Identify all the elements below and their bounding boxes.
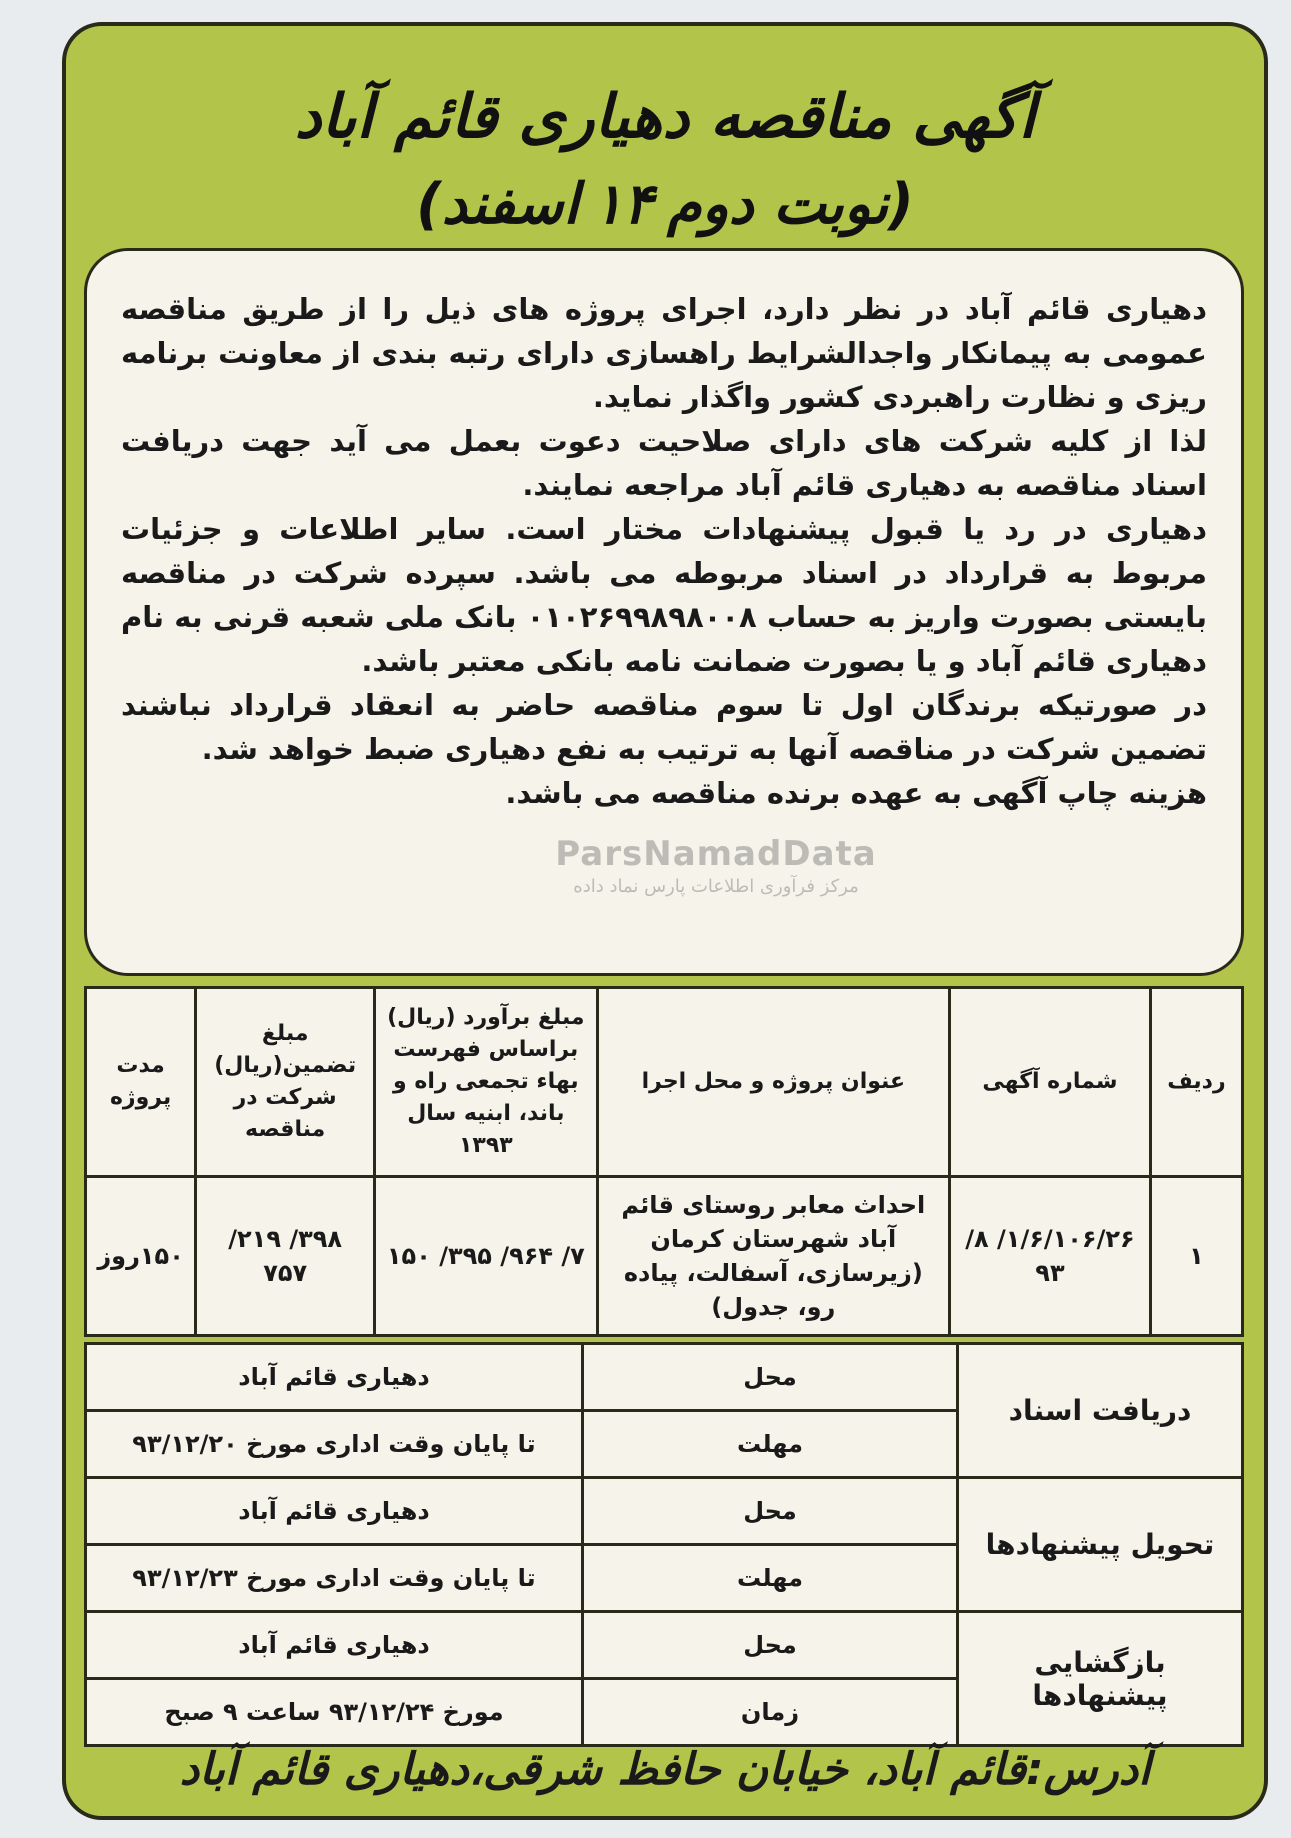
table-row (86, 1177, 1243, 1336)
open-offers-label: بازگشایی پیشنهادها (958, 1612, 1243, 1746)
receive-place-value: دهیاری قائم آباد (86, 1344, 583, 1411)
subtitle-part1: (نوبت دوم (667, 172, 914, 237)
header-estimate: مبلغ برآورد (ریال) براساس فهرست بهاء تجمعی راه و باند، ابنیه سال ۱۳۹۳ (375, 988, 597, 1177)
schedule-row (86, 1478, 1243, 1545)
schedule-row (86, 1344, 1243, 1411)
receive-place-label: محل (583, 1344, 958, 1411)
cell-project-title: احداث معابر روستای قائم آباد شهرستان کرمان (زیرسازی، آسفالت، پیاده رو، جدول) (597, 1177, 950, 1336)
cell-row-number: ۱ (1150, 1177, 1242, 1336)
receive-docs-label: دریافت اسناد (958, 1344, 1243, 1478)
subtitle-day: ۱۴ (592, 172, 653, 237)
notice-subtitle (66, 172, 1264, 237)
watermark-brand: ParsNamadData (555, 834, 877, 874)
notice-title: آگهی مناقصه دهیاری قائم آباد (294, 82, 1036, 152)
cell-guarantee: ۳۹۸/ ۲۱۹/ ۷۵۷ (196, 1177, 375, 1336)
header-row-number: ردیف (1150, 988, 1242, 1177)
body-paragraph-4: در صورتیکه برندگان اول تا سوم مناقصه حاضر به انعقاد قرارداد نباشند تضمین شرکت در مناقصه آنها به ترتیب به نفع دهیاری ضبط خواهد شد. (121, 688, 1207, 766)
open-time-value: مورخ ۹۳/۱۲/۲۴ ساعت ۹ صبح (86, 1679, 583, 1746)
cell-estimate: ۷/ ۹۶۴/ ۳۹۵/ ۱۵۰ (375, 1177, 597, 1336)
open-time-label: زمان (583, 1679, 958, 1746)
table-header-row (86, 988, 1243, 1177)
schedule-table (84, 1342, 1244, 1747)
body-paragraph-5: هزینه چاپ آگهی به عهده برنده مناقصه می باشد. (505, 776, 1207, 810)
schedule-row (86, 1612, 1243, 1679)
cell-ad-number: ۱/۶/۱۰۶/۲۶/ ۸/ ۹۳ (950, 1177, 1151, 1336)
open-place-value: دهیاری قائم آباد (86, 1612, 583, 1679)
watermark-subtitle: مرکز فرآوری اطلاعات پارس نماد داده (573, 876, 859, 897)
header-ad-number: شماره آگهی (950, 988, 1151, 1177)
open-place-label: محل (583, 1612, 958, 1679)
header-project-title: عنوان پروژه و محل اجرا (597, 988, 950, 1177)
deliver-deadline-value: تا پایان وقت اداری مورخ ۹۳/۱۲/۲۳ (86, 1545, 583, 1612)
notice-body (84, 248, 1244, 976)
body-paragraph-1: دهیاری قائم آباد در نظر دارد، اجرای پروژه های ذیل را از طریق مناقصه عمومی به پیمانکار واجدالشرایط راهسازی دارای رتبه بندی از معاونت برنامه ریزی و نظارت راهبردی کشور واگذار نماید. (121, 292, 1207, 414)
header-guarantee: مبلغ تضمین(ریال) شرکت در مناقصه (196, 988, 375, 1177)
receive-deadline-value: تا پایان وقت اداری مورخ ۹۳/۱۲/۲۰ (86, 1411, 583, 1478)
notice-frame (62, 22, 1268, 1820)
receive-deadline-label: مهلت (583, 1411, 958, 1478)
deliver-offers-label: تحویل پیشنهادها (958, 1478, 1243, 1612)
deliver-place-value: دهیاری قائم آباد (86, 1478, 583, 1545)
footer-address: آدرس:قائم آباد، خیابان حافظ شرقی،دهیاری قائم آباد (179, 1744, 1151, 1795)
project-table (84, 986, 1244, 1337)
cell-duration: ۱۵۰روز (86, 1177, 196, 1336)
body-paragraph-2: لذا از کلیه شرکت های دارای صلاحیت دعوت بعمل می آید جهت دریافت اسناد مناقصه به دهیاری قائم آباد مراجعه نمایند. (121, 424, 1207, 502)
header-duration: مدت پروژه (86, 988, 196, 1177)
body-paragraph-3: دهیاری در رد یا قبول پیشنهادات مختار است. سایر اطلاعات و جزئیات مربوط به قرارداد در اسناد مربوطه می باشد. سپرده شرکت در مناقصه بایستی بصورت واریز به حساب ۰۱۰۲۶۹۹۸۹۸۰۰۸ بانک ملی شعبه قرنی به نام دهیاری قائم آباد و یا بصورت ضمانت نامه بانکی معتبر باشد. (121, 512, 1208, 678)
subtitle-part2: اسفند) (416, 172, 579, 237)
deliver-place-label: محل (583, 1478, 958, 1545)
deliver-deadline-label: مهلت (583, 1545, 958, 1612)
